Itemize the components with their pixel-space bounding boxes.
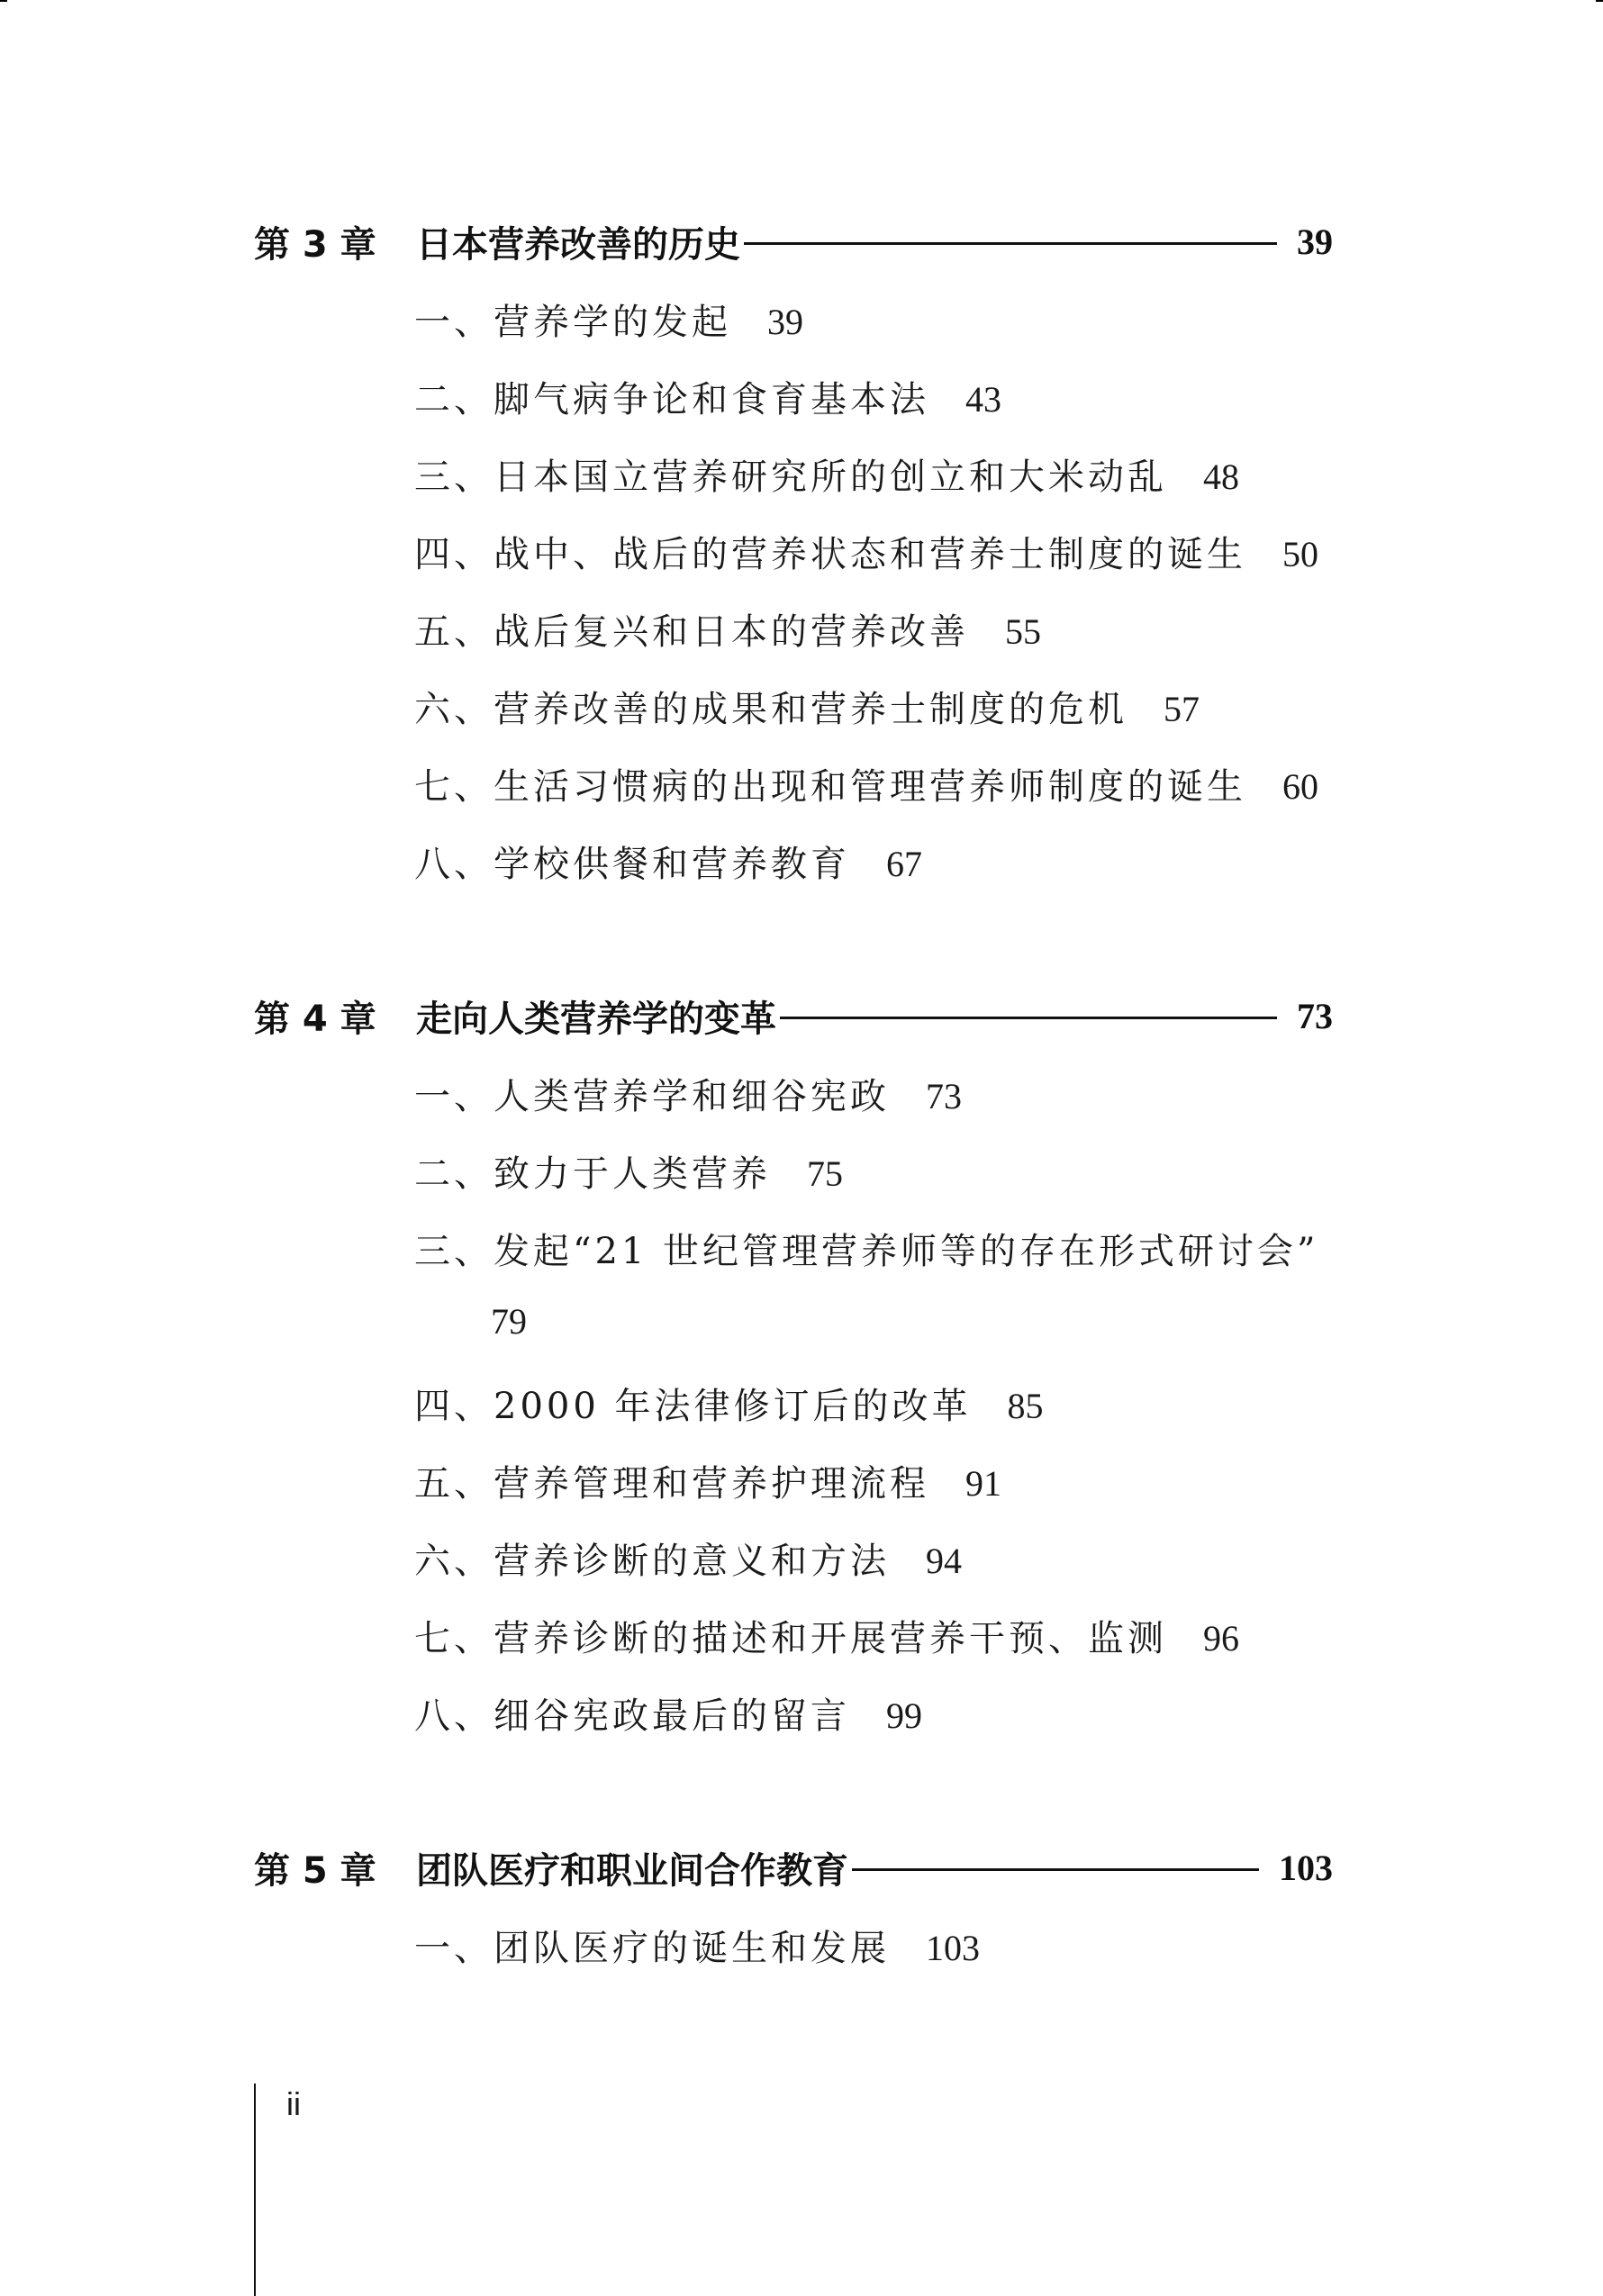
toc-entry[interactable] [414,1145,843,1197]
section-page-number: 94 [926,1541,962,1581]
page-folio: ii [286,2085,301,2122]
crop-mark-top-right [1596,0,1603,2]
section-page-number: 48 [1203,456,1239,497]
section-page-number: 50 [1282,534,1318,574]
toc-entry[interactable] [414,1687,922,1739]
folio-rule [254,2084,256,2296]
section-title: 四、2000 年法律修订后的改革 [414,1386,972,1427]
section-page-number: 85 [1007,1386,1044,1426]
section-page-number: 73 [926,1076,962,1116]
section-title: 七、营养诊断的描述和开展营养干预、监测 [414,1618,1167,1659]
chapter-heading[interactable] [254,1839,1333,1896]
crop-mark-top-left [0,0,7,2]
chapter-heading[interactable] [254,212,1333,270]
section-title: 八、细谷宪政最后的留言 [414,1695,850,1737]
section-title: 一、团队医疗的诞生和发展 [414,1928,890,1969]
section-page-number: 75 [807,1153,843,1194]
section-title: 五、战后复兴和日本的营养改善 [414,611,969,653]
section-title: 五、营养管理和营养护理流程 [414,1463,929,1505]
section-page-number: 55 [1005,611,1041,652]
section-page-number: 103 [926,1928,980,1968]
section-page-number: 91 [965,1463,1001,1504]
chapter-page-number: 103 [1279,1847,1333,1888]
section-title: 六、营养改善的成果和营养士制度的危机 [414,689,1128,730]
toc-entry[interactable] [414,1068,962,1119]
section-page-number: 96 [1203,1618,1239,1659]
toc-entry[interactable] [414,836,922,887]
section-title: 二、脚气病争论和食育基本法 [414,379,929,420]
section-page-number: 43 [965,379,1001,420]
section-page-number: 39 [767,302,803,342]
toc-entry[interactable] [414,681,1200,732]
toc-entry[interactable] [414,603,1041,655]
chapter-title: 走向人类营养学的变革 [416,998,776,1040]
section-title: 一、人类营养学和细谷宪政 [414,1076,890,1117]
chapter-number: 第 4 章 [254,998,376,1040]
dot-leader [744,242,1277,245]
toc-entry[interactable] [414,1378,1044,1429]
section-page-number: 67 [886,844,922,884]
toc-entry[interactable] [414,526,1318,577]
section-title: 二、致力于人类营养 [414,1153,771,1195]
chapter-title: 日本营养改善的历史 [416,223,740,266]
section-title: 一、营养学的发起 [414,302,731,343]
section-page-number: 60 [1282,766,1318,807]
dot-leader [780,1017,1277,1019]
toc-entry[interactable] [414,294,803,345]
section-title: 六、营养诊断的意义和方法 [414,1541,890,1582]
toc-entry[interactable] [414,758,1318,809]
section-page-number: 79 [491,1301,527,1342]
toc-entry[interactable] [414,1455,1001,1506]
chapter-heading[interactable] [254,987,1333,1044]
dot-leader [852,1868,1259,1871]
section-title: 七、生活习惯病的出现和管理营养师制度的诞生 [414,766,1246,808]
section-page-number: 99 [886,1695,922,1736]
section-title: 四、战中、战后的营养状态和营养士制度的诞生 [414,534,1246,575]
section-title: 三、日本国立营养研究所的创立和大米动乱 [414,456,1167,498]
chapter-page-number: 73 [1297,995,1333,1036]
section-title: 八、学校供餐和营养教育 [414,844,850,885]
section-title: 三、发起“21 世纪管理营养师等的存在形式研讨会” [414,1231,1319,1272]
toc-entry[interactable] [414,1920,980,1971]
chapter-page-number: 39 [1297,221,1333,262]
section-page-number: 57 [1164,689,1200,729]
toc-entry[interactable] [414,1532,962,1584]
toc-entry[interactable] [414,448,1239,500]
toc-entry[interactable] [414,1610,1239,1661]
chapter-title: 团队医疗和职业间合作教育 [416,1849,848,1892]
toc-entry[interactable] [414,1223,1319,1274]
chapter-number: 第 5 章 [254,1849,376,1892]
chapter-number: 第 3 章 [254,223,376,266]
toc-entry[interactable] [414,371,1001,422]
